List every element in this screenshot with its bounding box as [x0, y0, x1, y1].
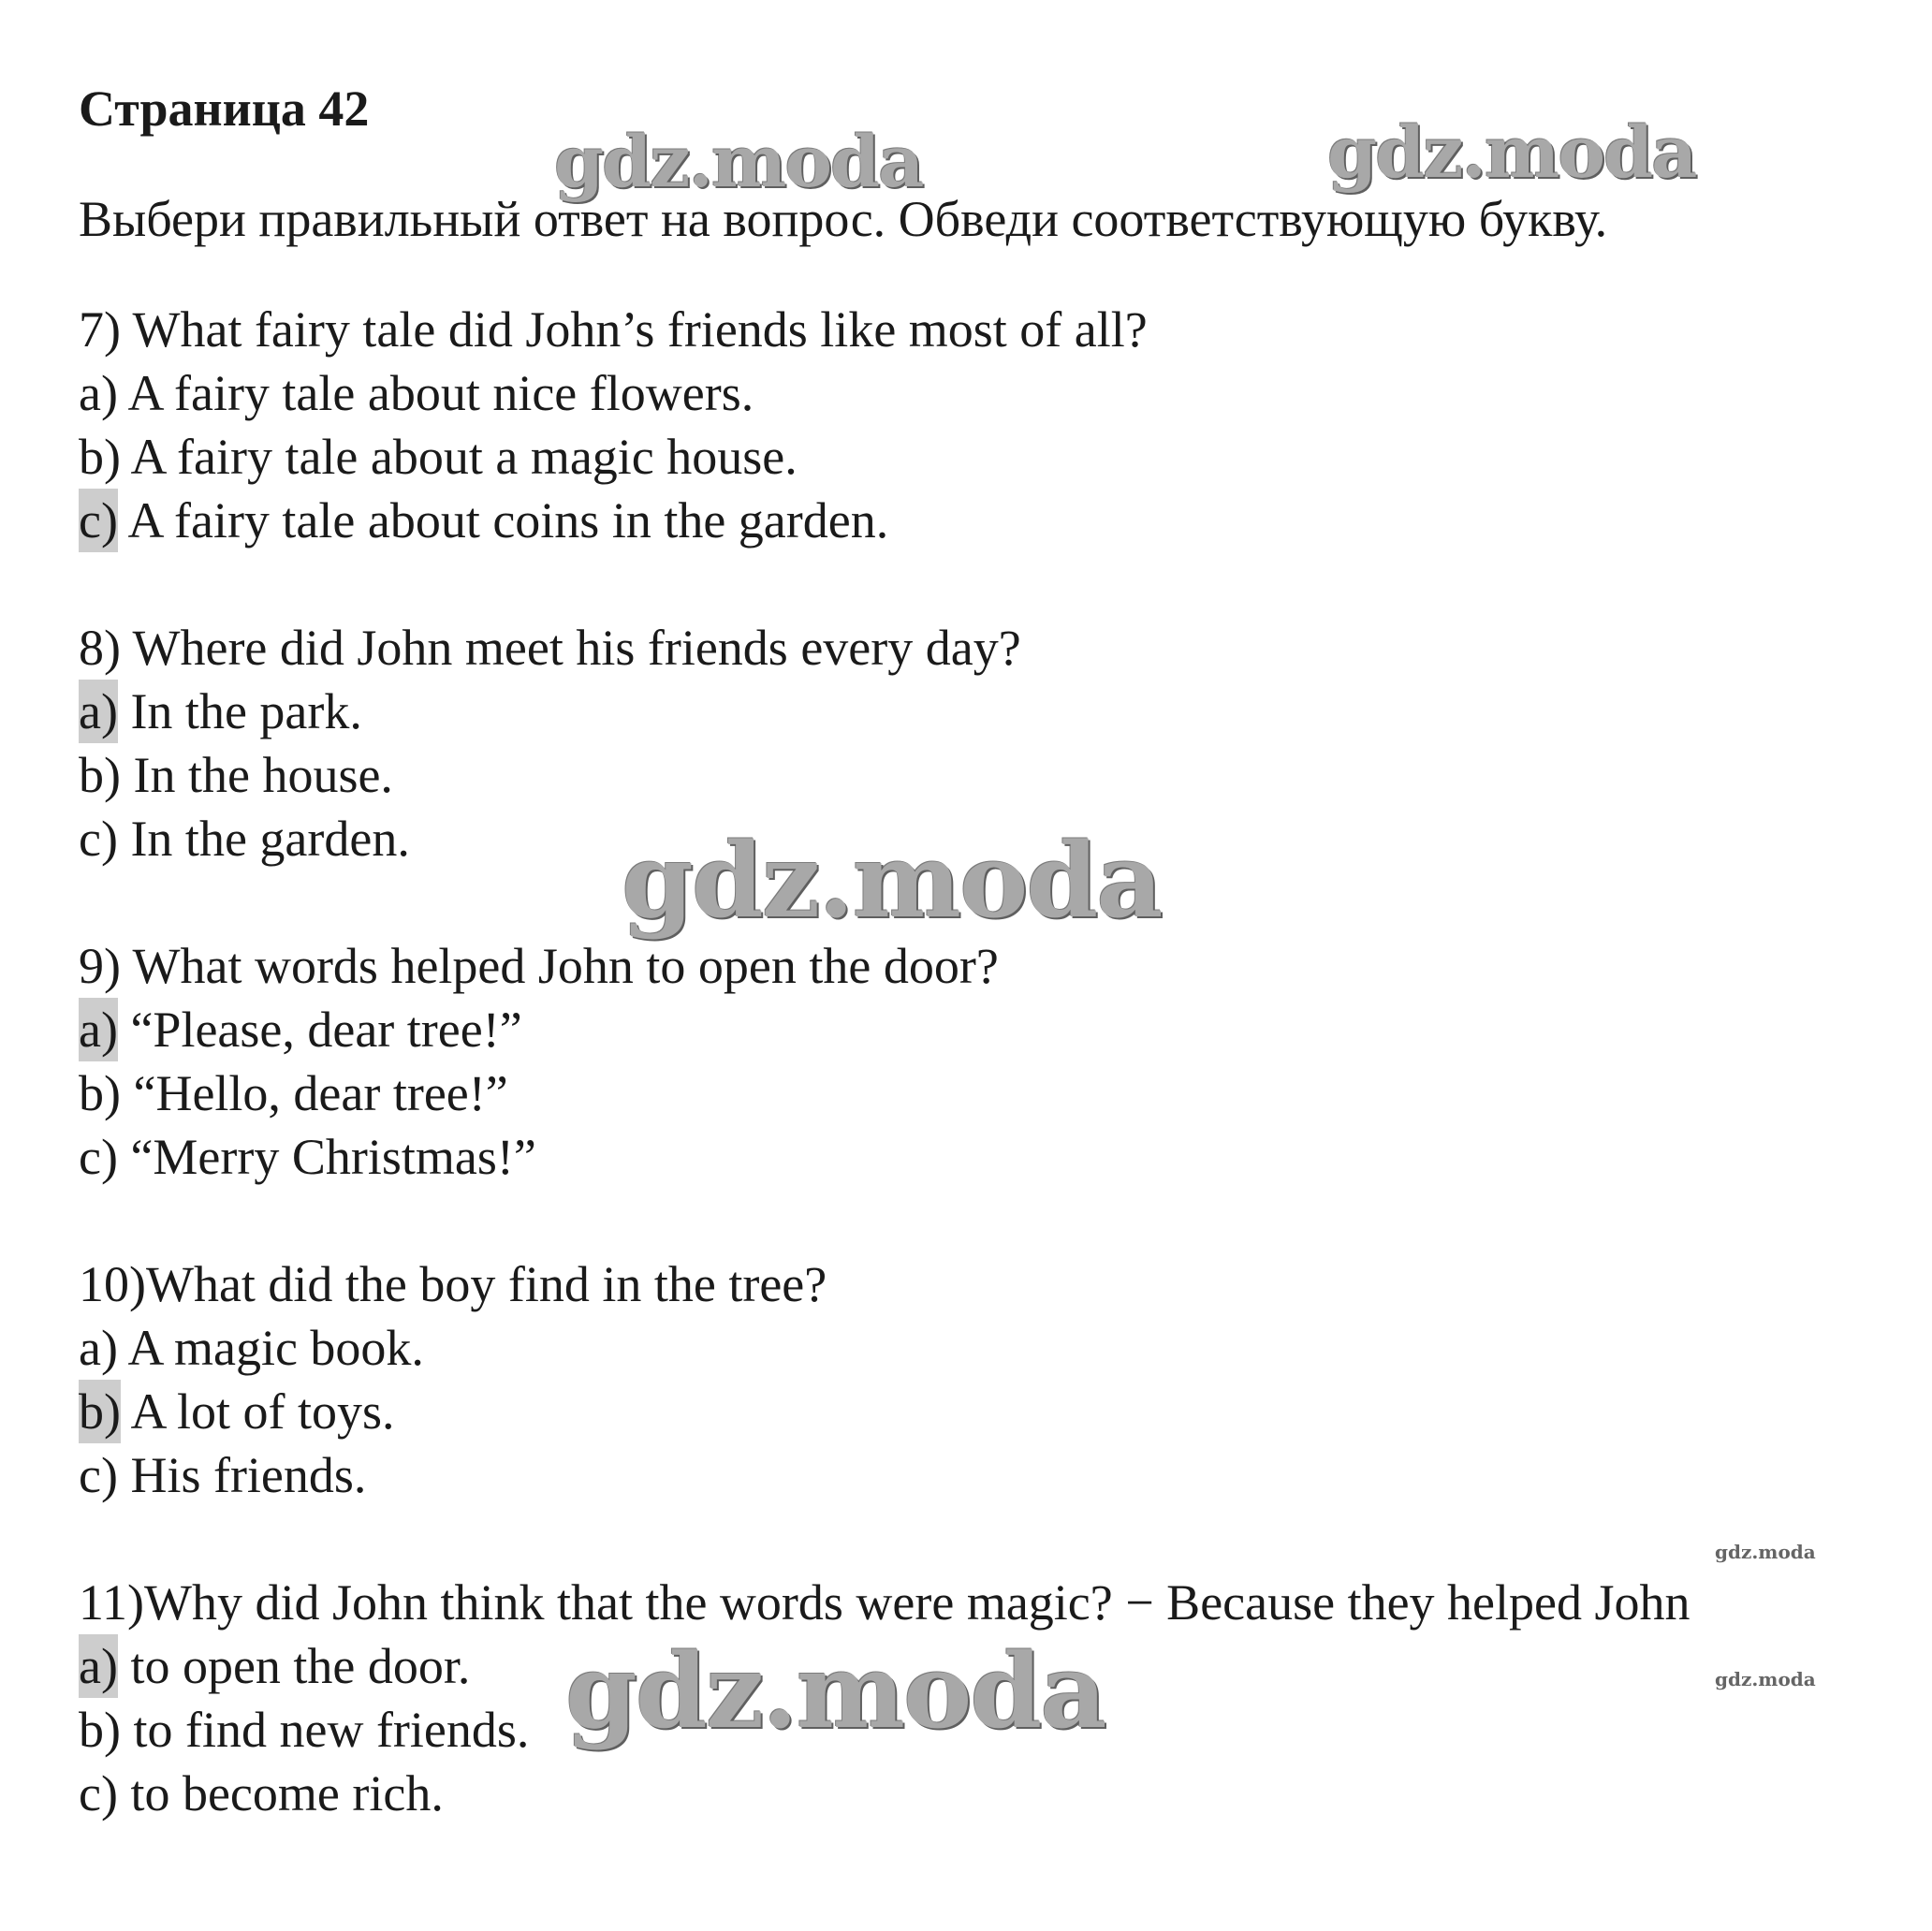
- option-text: A fairy tale about coins in the garden.: [117, 492, 889, 549]
- watermark-logo: gdz.moda: [622, 820, 1162, 941]
- watermark-logo: gdz.moda: [554, 120, 923, 203]
- option-text: “Please, dear tree!”: [117, 1002, 522, 1058]
- answer-option-a[interactable]: [79, 361, 1895, 425]
- watermark-small: gdz.moda: [1715, 1541, 1816, 1563]
- question-prompt: 7) What fairy tale did John’s friends like most of all?: [79, 301, 1148, 358]
- answer-option-c[interactable]: [79, 489, 1895, 552]
- option-text: “Hello, dear tree!”: [120, 1065, 508, 1121]
- option-text: His friends.: [117, 1447, 367, 1503]
- option-text: A fairy tale about nice flowers.: [117, 365, 754, 421]
- watermark-logo: gdz.moda: [1327, 110, 1696, 194]
- watermark-logo: gdz.moda: [565, 1631, 1105, 1751]
- option-letter: a): [79, 1320, 118, 1376]
- option-letter: c): [79, 1765, 118, 1821]
- question-7: [79, 298, 1895, 552]
- option-text: “Merry Christmas!”: [117, 1129, 536, 1185]
- page-title: Страница 42: [79, 80, 370, 137]
- question-10: [79, 1252, 1895, 1507]
- question-9: [79, 934, 1895, 1189]
- option-letter: b): [79, 1702, 121, 1758]
- instruction-text: Выбери правильный ответ на вопрос. Обведи соответствующую букву.: [79, 191, 1608, 247]
- answer-option-a[interactable]: [79, 680, 1895, 743]
- option-letter: c): [79, 1447, 118, 1503]
- option-text: A fairy tale about a magic house.: [120, 429, 798, 485]
- option-letter: b): [79, 747, 121, 803]
- question-prompt: 10)What did the boy find in the tree?: [79, 1256, 827, 1312]
- option-letter-selected: a): [79, 680, 118, 743]
- option-text: In the house.: [120, 747, 393, 803]
- option-letter: b): [79, 429, 121, 485]
- answer-option-b[interactable]: [79, 743, 1895, 807]
- question-prompt: 9) What words helped John to open the door?: [79, 938, 999, 994]
- option-letter: b): [79, 1065, 121, 1121]
- option-letter: c): [79, 811, 118, 867]
- answer-option-c[interactable]: [79, 1125, 1895, 1189]
- watermark-small: gdz.moda: [1715, 1668, 1816, 1690]
- option-letter: a): [79, 365, 118, 421]
- option-text: A magic book.: [117, 1320, 424, 1376]
- answer-option-b[interactable]: [79, 1380, 1895, 1443]
- answer-option-a[interactable]: [79, 998, 1895, 1061]
- question-prompt: 8) Where did John meet his friends every day?: [79, 620, 1021, 676]
- option-letter-selected: b): [79, 1380, 121, 1443]
- option-text: In the park.: [117, 683, 362, 739]
- answer-option-b[interactable]: [79, 425, 1895, 489]
- option-letter-selected: a): [79, 1634, 118, 1698]
- answer-option-a[interactable]: [79, 1316, 1895, 1380]
- option-letter: c): [79, 1129, 118, 1185]
- option-letter-selected: a): [79, 998, 118, 1061]
- option-text: to become rich.: [117, 1765, 444, 1821]
- question-prompt: 11)Why did John think that the words were magic? − Because they helped John: [79, 1574, 1690, 1631]
- option-text: to open the door.: [117, 1638, 471, 1694]
- option-text: to find new friends.: [120, 1702, 530, 1758]
- answer-option-c[interactable]: [79, 1443, 1895, 1507]
- option-text: In the garden.: [117, 811, 410, 867]
- answer-option-b[interactable]: [79, 1061, 1895, 1125]
- option-text: A lot of toys.: [120, 1383, 395, 1440]
- answer-option-c[interactable]: [79, 1762, 1895, 1825]
- option-letter-selected: c): [79, 489, 118, 552]
